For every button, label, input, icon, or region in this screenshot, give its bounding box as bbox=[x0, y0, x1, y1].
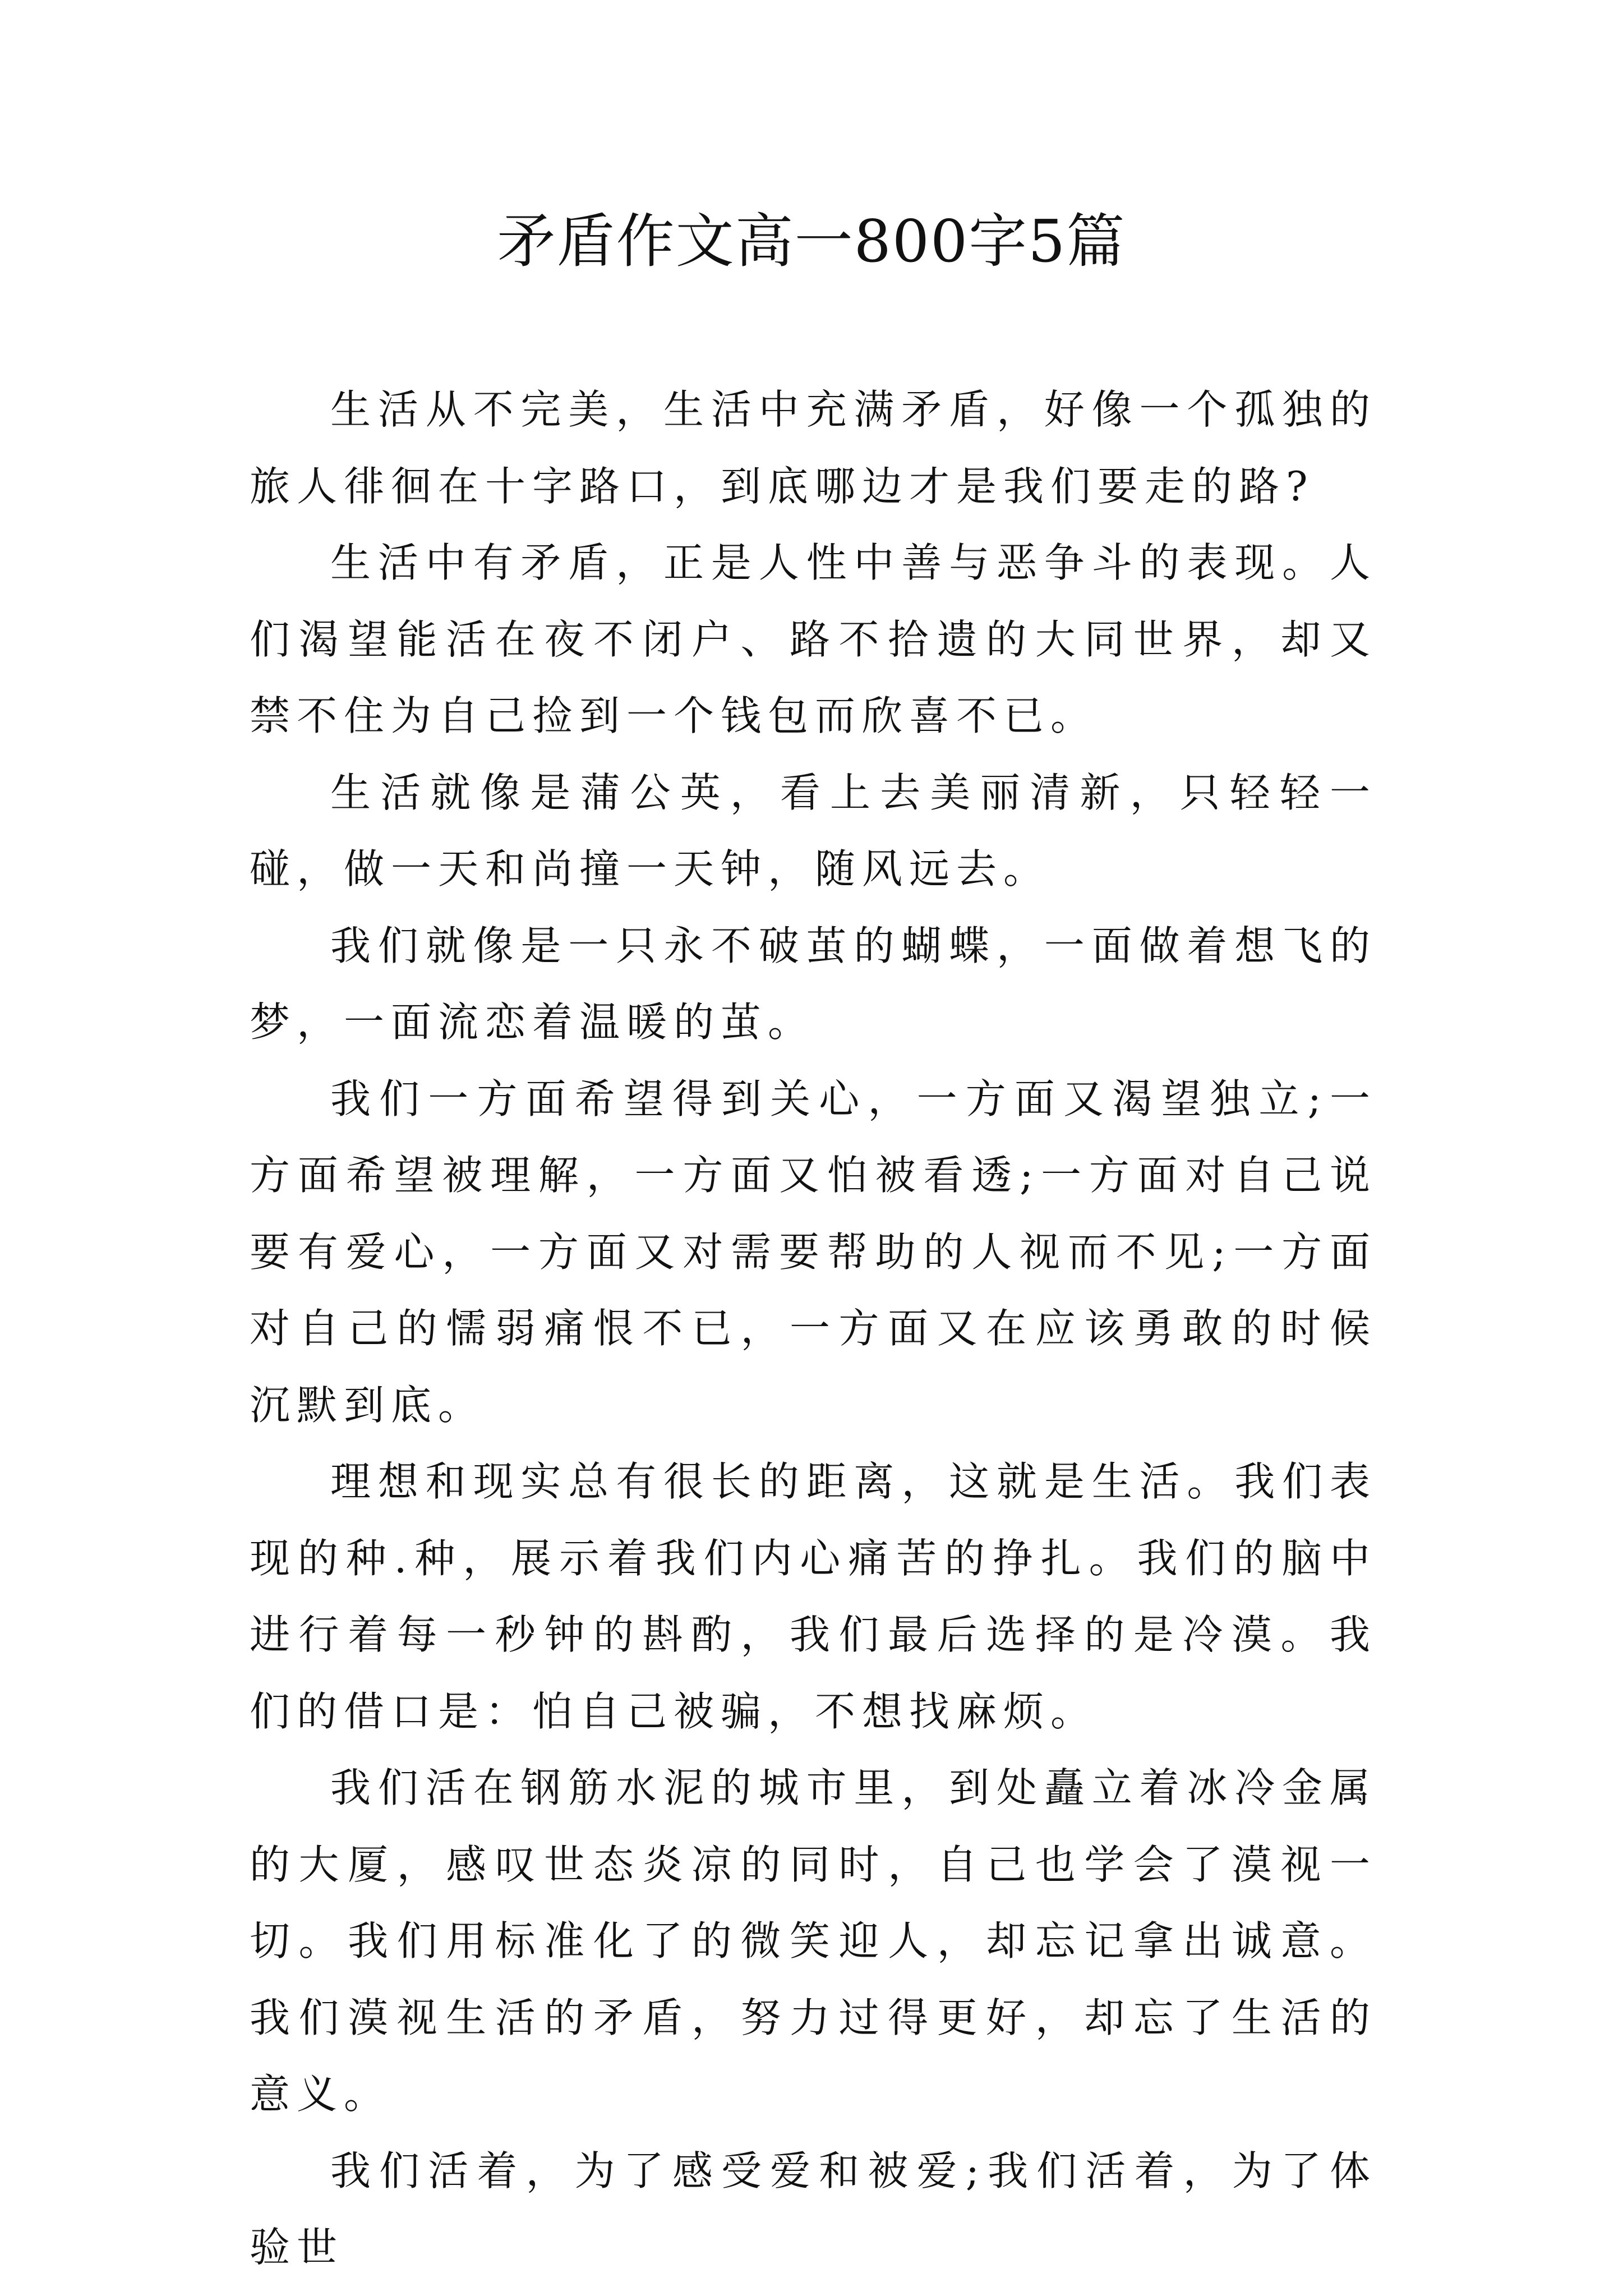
paragraph: 生活中有矛盾，正是人性中善与恶争斗的表现。人们渴望能活在夜不闭户、路不拾遗的大同世界，却又禁不住为自己捡到一个钱包而欣喜不已。 bbox=[250, 539, 1377, 739]
paragraph: 我们活在钢筋水泥的城市里，到处矗立着冰冷金属的大厦，感叹世态炎凉的同时，自己也学会了漠视一切。我们用标准化了的微笑迎人，却忘记拿出诚意。我们漠视生活的矛盾，努力过得更好，却忘了生活的意义。 bbox=[250, 1764, 1377, 2118]
paragraph: 我们就像是一只永不破茧的蝴蝶，一面做着想飞的梦，一面流恋着温暖的茧。 bbox=[250, 922, 1377, 1046]
paragraph: 我们一方面希望得到关心，一方面又渴望独立;一方面希望被理解，一方面又怕被看透;一方面对自己说要有爱心，一方面又对需要帮助的人视而不见;一方面对自己的懦弱痛恨不已，一方面又在应该勇敢的时候沉默到底。 bbox=[250, 1075, 1377, 1429]
document-title: 矛盾作文高一800字5篇 bbox=[497, 207, 1126, 275]
paragraph: 我们活着，为了感受爱和被爱;我们活着，为了体验世 bbox=[250, 2147, 1377, 2271]
paragraph: 生活就像是蒲公英，看上去美丽清新，只轻轻一碰，做一天和尚撞一天钟，随风远去。 bbox=[250, 769, 1377, 892]
paragraph: 生活从不完美，生活中充满矛盾，好像一个孤独的旅人徘徊在十字路口，到底哪边才是我们要走的路? bbox=[250, 386, 1377, 510]
paragraph: 理想和现实总有很长的距离，这就是生活。我们表现的种.种，展示着我们内心痛苦的挣扎。我们的脑中进行着每一秒钟的斟酌，我们最后选择的是冷漠。我们的借口是：怕自己被骗，不想找麻烦。 bbox=[250, 1458, 1377, 1735]
document-body bbox=[250, 371, 1377, 2286]
